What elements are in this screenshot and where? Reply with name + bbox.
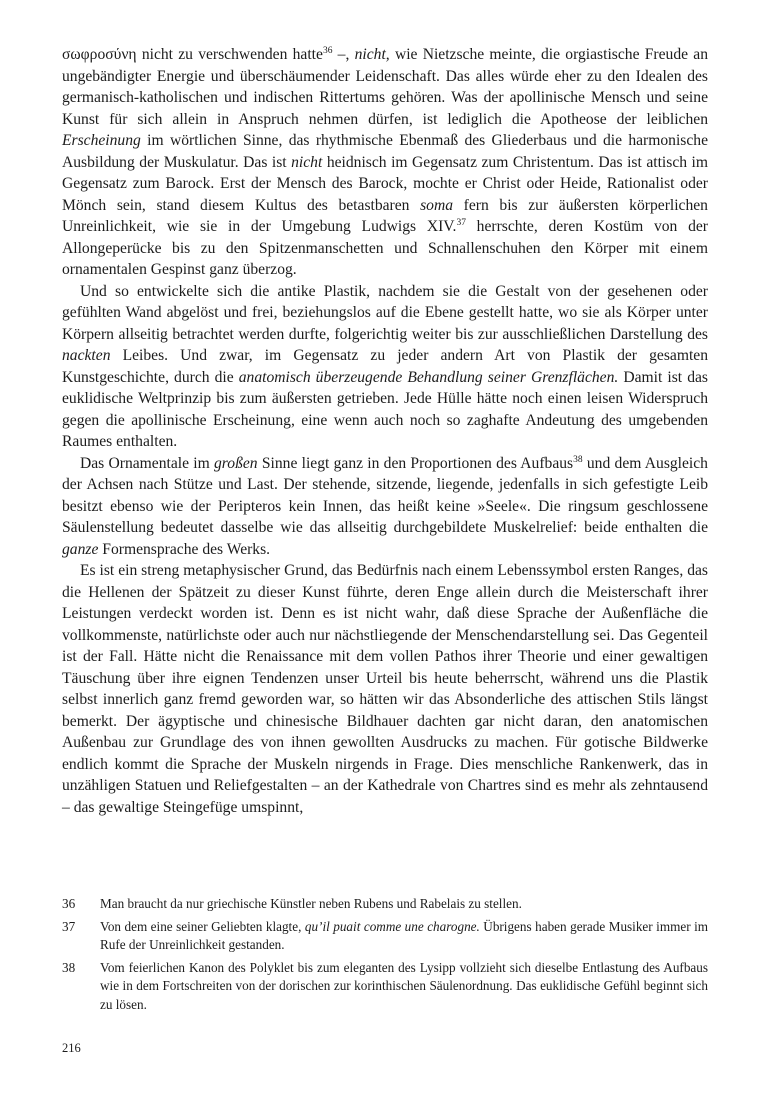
footnotes bbox=[62, 895, 708, 1018]
text-run: heidnisch im Gegensatz zum Christentum. Das ist attisch im Gegensatz zum Barock. Erst der Mensch des Barock, mochte er Christ oder Heide, Rationalist oder Mönch sein, stand diesem Kultus des betastbaren bbox=[62, 153, 708, 214]
text-run: und dem Ausgleich der Achsen nach Stütze und Last. Der stehende, sitzende, liegende, jedenfalls in sich gefestigte Leib besitzt ebenso wie der Peripteros kein Innen, das heißt keine »Seele«. Die ringsum geschlossene Säulenstellung bedeutet dasselbe wie das allseitig durchgebildete Muskelrelief: beide enthalten die bbox=[62, 454, 708, 536]
body-text bbox=[62, 44, 708, 818]
emphasis: anatomisch überzeugende Behandlung seiner Grenzflächen. bbox=[238, 368, 619, 386]
paragraph bbox=[62, 453, 708, 561]
paragraph bbox=[62, 44, 708, 281]
text-run: Sinne liegt ganz in den Proportionen des Aufbaus bbox=[257, 454, 574, 472]
text-run: Und so entwickelte sich die antike Plastik, nachdem sie die Gestalt von der gesehenen oder gefühlten Wand abgelöst und frei, beziehungslos auf die Ebene gestellt hatte, wo sie als Körper unter Körpern allseitig betrachtet werden durfte, folgerichtig weiter bis zur ausschließlichen Darstellung des bbox=[62, 282, 708, 343]
footnote bbox=[62, 918, 708, 955]
text-run: fern bis zur äußersten körperlichen Unreinlichkeit, wie sie in der Umgebung Ludwigs XIV. bbox=[62, 196, 708, 235]
footnote-number: 38 bbox=[62, 959, 76, 975]
emphasis: nicht bbox=[291, 153, 323, 171]
text-run: –, bbox=[332, 46, 355, 63]
emphasis: ganze bbox=[62, 540, 99, 558]
text-run: Leibes. Und zwar, im Gegensatz zu jeder andern Art von Plastik der gesamten Kunstgeschichte, durch die bbox=[62, 347, 708, 386]
text-run: Das Ornamentale im bbox=[80, 454, 214, 472]
emphasis: großen bbox=[214, 454, 258, 472]
emphasis: nicht, bbox=[354, 46, 390, 63]
text-run: Formensprache des Werks. bbox=[98, 540, 271, 558]
footnote-number: 36 bbox=[62, 896, 76, 911]
footnote-text bbox=[100, 895, 708, 914]
footnote-text bbox=[100, 918, 708, 955]
text-run: wie Nietzsche meinte, die orgiastische Freude an ungebändigter Energie und überschäumender Leidenschaft. Das alles würde eher zu den Idealen des germanisch-katholischen und indischen Rittertums gehören. Was der apollinische Mensch und seine Kunst für sich allein in Anspruch nehmen dürfen, ist lediglich die Apotheose der leiblichen bbox=[62, 46, 708, 128]
emphasis: qu’il puait comme une charogne. bbox=[304, 918, 480, 934]
paragraph bbox=[62, 560, 708, 818]
footnote-ref: 36 bbox=[322, 45, 333, 56]
text-run: Übrigens haben gerade Musiker immer im Rufe der Unreinlichkeit gestanden. bbox=[100, 918, 708, 952]
text-run: Es ist ein streng metaphysischer Grund, das Bedürfnis nach einem Lebenssymbol ersten Ranges, das die Hellenen der Spätzeit zu dieser Kunst führte, deren Enge allein durch die Meisterschaft ihrer Leistungen verdeckt worden ist. Denn es ist nicht wahr, daß diese Sprache der Außenfläche die vollkommenste, natürlichste oder auch nur nächstliegende der Menschendarstellung sei. Das Gegenteil ist der Fall. Hätte nicht die Renaissance mit dem vollen Pathos ihrer Theorie und einer gewaltigen Täuschung über ihre eignen Tendenzen unser Urteil bis heute beherrscht, während uns die Plastik selbst innerlich ganz fremd geworden war, so hätten wir das Absonderliche des attischen Stils längst bemerkt. Der ägyptische und chinesische Bildhauer dachten gar nicht daran, den anatomischen Außenbau zur Grundlage des von ihnen gewollten Ausdrucks zu machen. Für gotische Bildwerke endlich kommt die Sprache der Muskeln nirgends in Frage. Dies menschliche Rankenwerk, das in unzähligen Statuen und Reliefgestalten – an der Kathedrale von Chartres sind es mehr als zehntausend – das gewaltige Steingefüge umspinnt, bbox=[62, 562, 708, 816]
footnote-ref: 38 bbox=[573, 454, 583, 465]
footnote-number: 37 bbox=[62, 918, 76, 934]
page-number: 216 bbox=[62, 1041, 81, 1055]
paragraph bbox=[62, 281, 708, 453]
text-run: Damit ist das euklidische Weltprinzip bis zum äußersten getrieben. Jede Hülle hätte noch einen leisen Widerspruch gegen die apollinische Erscheinung, eine wenn auch noch so zaghafte Andeutung des umgebenden Raumes enthalten. bbox=[62, 368, 708, 450]
text-run: Man braucht da nur griechische Künstler neben Rubens und Rabelais zu stellen. bbox=[100, 896, 522, 911]
footnote-ref: 37 bbox=[456, 217, 466, 228]
footnote bbox=[62, 959, 708, 1015]
footnote bbox=[62, 895, 708, 914]
emphasis: Erscheinung bbox=[62, 132, 141, 149]
text-run: Von dem eine seiner Geliebten klagte, bbox=[100, 918, 305, 934]
emphasis: nackten bbox=[62, 347, 111, 364]
text-run: herrschte, deren Kostüm von der Allongeperücke bis zu den Spitzenmanschetten und Schnallenschuhen den Körper mit einem ornamentalen Gespinst ganz überzog. bbox=[62, 218, 708, 278]
text-run: σωφροσύνη nicht zu verschwenden hatte bbox=[62, 46, 323, 63]
text-run: im wörtlichen Sinne, das rhythmische Ebenmaß des Gliederbaus und die harmonische Ausbildung der Muskulatur. Das ist bbox=[62, 132, 708, 171]
emphasis: soma bbox=[420, 196, 454, 214]
text-run: Vom feierlichen Kanon des Polyklet bis zum eleganten des Lysipp vollzieht sich dieselbe Entlastung des Aufbaus wie in dem Fortschreiten von der dorischen zur korinthischen Säulenordnung. Das euklidische Gefühl beginnt sich zu lösen. bbox=[100, 959, 708, 1012]
footnote-text bbox=[100, 959, 708, 1015]
